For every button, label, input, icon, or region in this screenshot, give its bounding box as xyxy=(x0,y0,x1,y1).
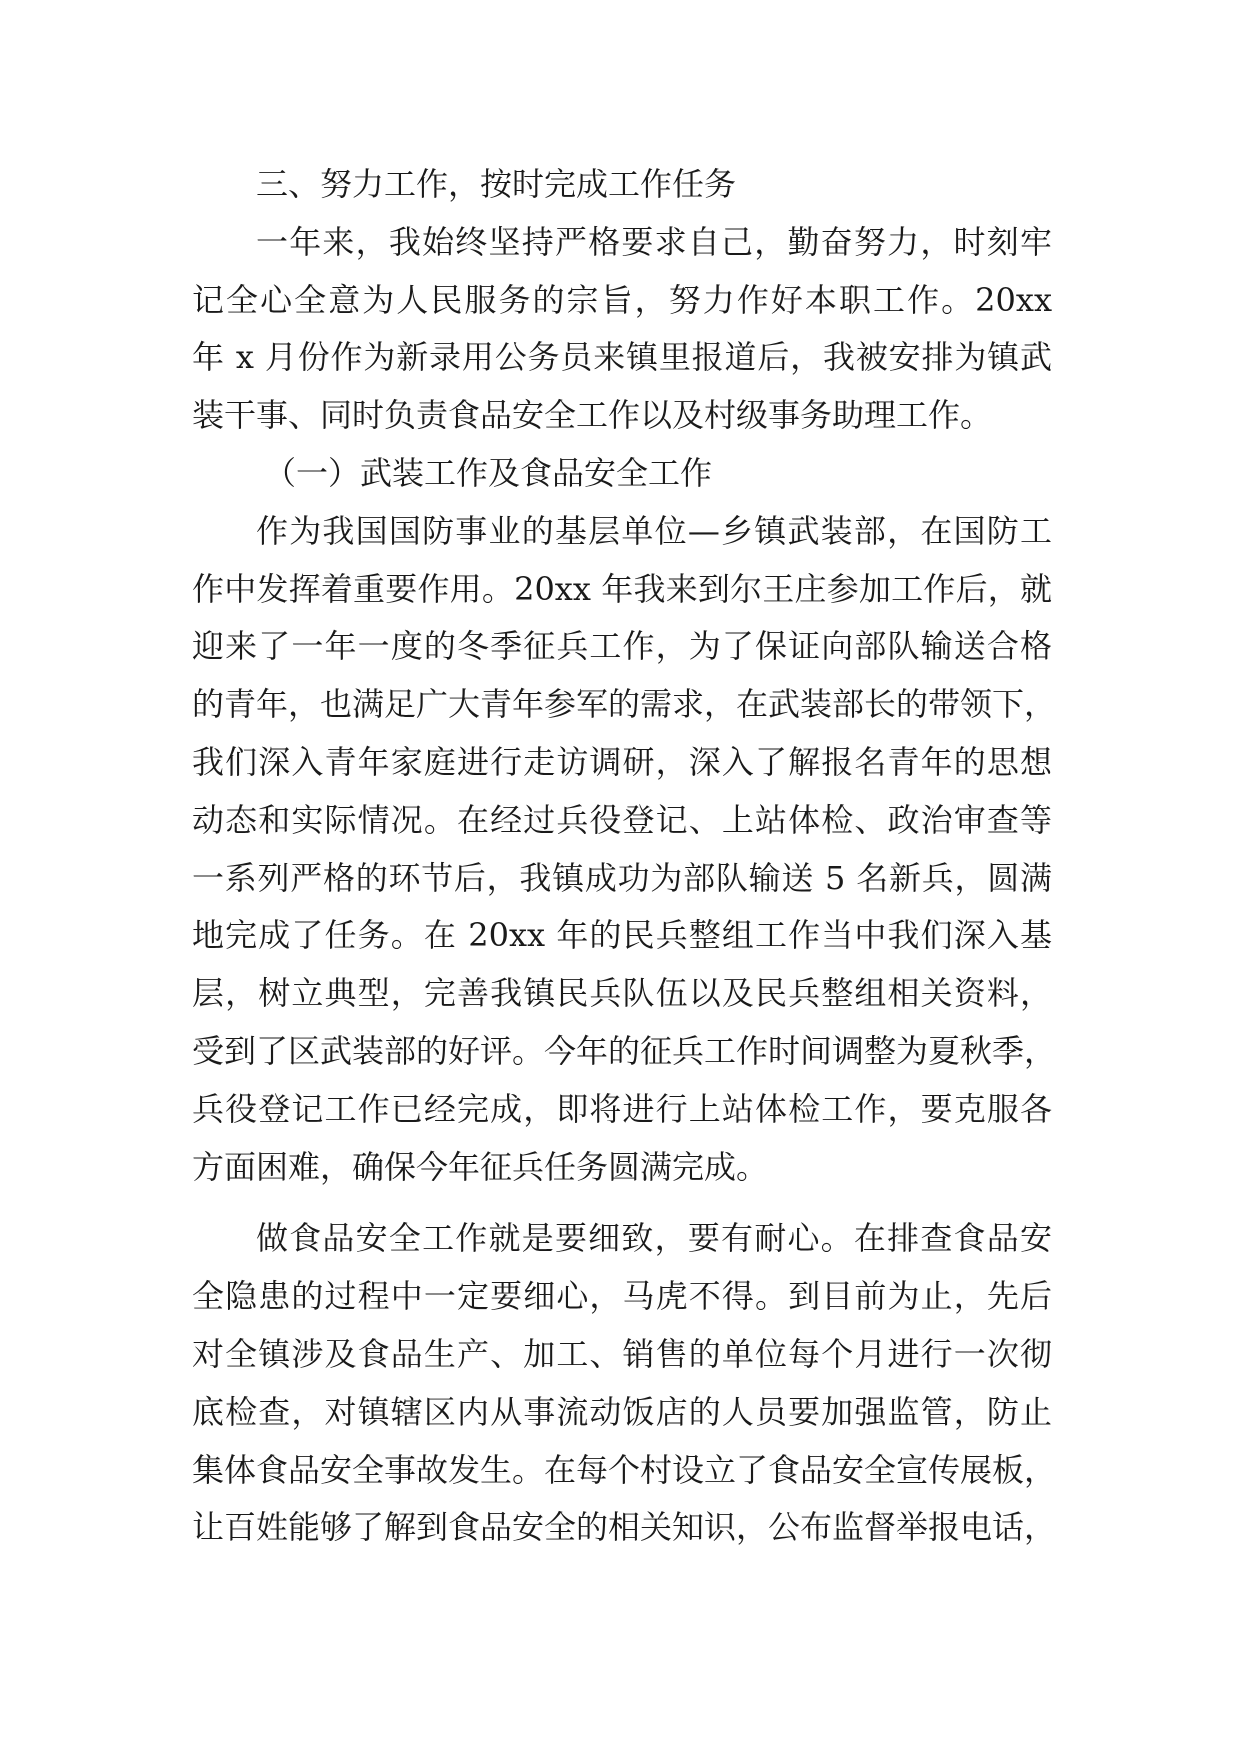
paragraph-line: 作为我国国防事业的基层单位—乡镇武装部，在国防工 xyxy=(256,511,1052,550)
paragraph-line: 让百姓能够了解到食品安全的相关知识，公布监督举报电话， xyxy=(192,1508,1057,1547)
paragraph-line: 兵役登记工作已经完成，即将进行上站体检工作，要克服各 xyxy=(192,1089,1052,1128)
paragraph-line: 地完成了任务。在 20xx 年的民兵整组工作当中我们深入基 xyxy=(192,916,1052,955)
paragraph-line: 做食品安全工作就是要细致，要有耐心。在排查食品安 xyxy=(256,1219,1052,1258)
paragraph-line: 的青年，也满足广大青年参军的需求，在武装部长的带领下， xyxy=(192,685,1057,724)
paragraph-line: 层，树立典型，完善我镇民兵队伍以及民兵整组相关资料， xyxy=(192,974,1052,1013)
paragraph-line: 全隐患的过程中一定要细心，马虎不得。到目前为止，先后 xyxy=(192,1277,1052,1316)
paragraph-line: 迎来了一年一度的冬季征兵工作，为了保证向部队输送合格 xyxy=(192,627,1052,666)
section-heading: 三、努力工作，按时完成工作任务 xyxy=(256,165,737,203)
paragraph-gap xyxy=(192,1196,1052,1210)
paragraph-line: 装干事、同时负责食品安全工作以及村级事务助理工作。 xyxy=(192,396,993,435)
paragraph-line: 一系列严格的环节后，我镇成功为部队输送 5 名新兵，圆满 xyxy=(192,858,1052,897)
paragraph-line: 集体食品安全事故发生。在每个村设立了食品安全宣传展板， xyxy=(192,1450,1057,1489)
paragraph-line: 一年来，我始终坚持严格要求自己，勤奋努力，时刻牢 xyxy=(256,222,1052,261)
paragraph-line: 记全心全意为人民服务的宗旨，努力作好本职工作。20xx xyxy=(192,280,1052,319)
document-body xyxy=(192,156,1057,1557)
paragraph-line: 受到了区武装部的好评。今年的征兵工作时间调整为夏秋季， xyxy=(192,1031,1057,1070)
paragraph-line: 底检查，对镇辖区内从事流动饭店的人员要加强监管，防止 xyxy=(192,1392,1052,1431)
paragraph-line: 作中发挥着重要作用。20xx 年我来到尔王庄参加工作后，就 xyxy=(192,569,1052,608)
paragraph-line: 方面困难，确保今年征兵任务圆满完成。 xyxy=(192,1147,769,1186)
paragraph-line: 动态和实际情况。在经过兵役登记、上站体检、政治审查等 xyxy=(192,800,1052,839)
paragraph-line: 我们深入青年家庭进行走访调研，深入了解报名青年的思想 xyxy=(192,742,1052,781)
subsection-heading: （一）武装工作及食品安全工作 xyxy=(264,453,713,492)
paragraph-line: 对全镇涉及食品生产、加工、销售的单位每个月进行一次彻 xyxy=(192,1334,1052,1373)
paragraph-line: 年 x 月份作为新录用公务员来镇里报道后，我被安排为镇武 xyxy=(192,338,1052,377)
